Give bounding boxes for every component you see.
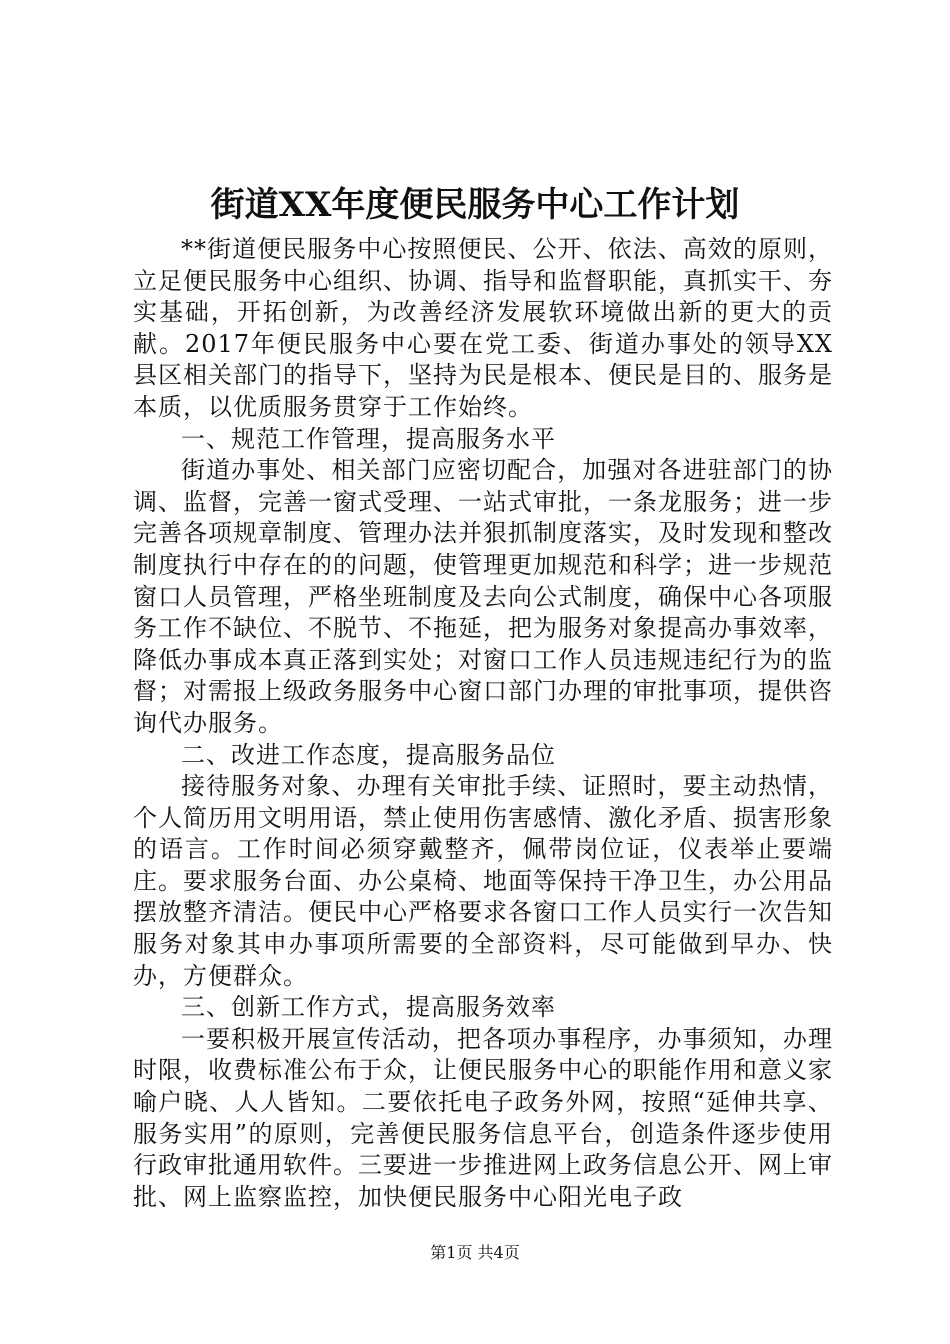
section-paragraph-2: 接待服务对象、办理有关审批手续、证照时，要主动热情，个人简历用文明用语，禁止使用伤害感情、激化矛盾、损害形象的语言。工作时间必须穿戴整齐，佩带岗位证，仪表举止要端庄。要求服务台面、办公桌椅、地面等保持干净卫生，办公用品摆放整齐清洁。便民中心严格要求各窗口工作人员实行一次告知服务对象其申办事项所需要的全部资料，尽可能做到早办、快办，方便群众。 (133, 772, 833, 990)
section-heading-3: 三、创新工作方式，提高服务效率 (181, 993, 556, 1022)
document-body (133, 234, 833, 1213)
page-footer: 第1页 共4页 (430, 1243, 520, 1262)
section-heading-2: 二、改进工作态度，提高服务品位 (181, 740, 556, 769)
section-heading-1: 一、规范工作管理，提高服务水平 (181, 424, 556, 453)
section-paragraph-3: 一要积极开展宣传活动，把各项办事程序，办事须知，办理时限，收费标准公布于众，让便民服务中心的职能作用和意义家喻户晓、人人皆知。二要依托电子政务外网，按照“延伸共享、服务实用”的原则，完善便民服务信息平台，创造条件逐步使用行政审批通用软件。三要进一步推进网上政务信息公开、网上审批、网上监察监控，加快便民服务中心阳光电子政 (133, 1024, 833, 1211)
intro-paragraph: **街道便民服务中心按照便民、公开、依法、高效的原则，立足便民服务中心组织、协调、指导和监督职能，真抓实干、夯实基础，开拓创新，为改善经济发展软环境做出新的更大的贡献。2017年便民服务中心要在党工委、街道办事处的领导XX县区相关部门的指导下，坚持为民是根本、便民是目的、服务是本质，以优质服务贯穿于工作始终。 (133, 235, 833, 421)
section-paragraph-1: 街道办事处、相关部门应密切配合，加强对各进驻部门的协调、监督，完善一窗式受理、一站式审批，一条龙服务；进一步完善各项规章制度、管理办法并狠抓制度落实，及时发现和整改制度执行中存在的的问题，使管理更加规范和科学；进一步规范窗口人员管理，严格坐班制度及去向公式制度，确保中心各项服务工作不缺位、不脱节、不拖延，把为服务对象提高办事效率，降低办事成本真正落到实处；对窗口工作人员违规违纪行为的监督；对需报上级政务服务中心窗口部门办理的审批事项，提供咨询代办服务。 (133, 456, 833, 737)
document-title: 街道XX年度便民服务中心工作计划 (210, 185, 740, 225)
